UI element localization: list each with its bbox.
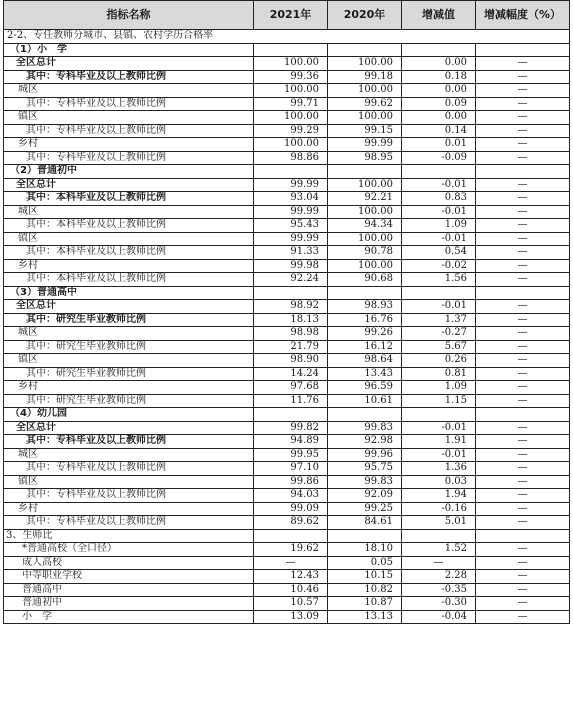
row-label: 镇区 (4, 475, 254, 489)
table-row (4, 421, 570, 435)
value-2020: 18.10 (328, 543, 402, 557)
value-change: 0.09 (402, 97, 476, 111)
value-rate: — (476, 232, 570, 246)
value-change: -0.01 (402, 232, 476, 246)
value-change: 1.36 (402, 462, 476, 476)
value-2020: 16.12 (328, 340, 402, 354)
value-rate: — (476, 219, 570, 233)
value-change: -0.27 (402, 327, 476, 341)
value-2021: 99.95 (254, 448, 328, 462)
value-2021: 13.09 (254, 610, 328, 624)
value-rate: — (476, 381, 570, 395)
value-2020: 84.61 (328, 516, 402, 530)
row-label: 全区总计 (4, 178, 254, 192)
empty-cell (254, 165, 328, 179)
category-title: （1）小 学 (4, 43, 254, 57)
value-rate: — (476, 570, 570, 584)
value-2021: 99.99 (254, 205, 328, 219)
value-rate: — (476, 192, 570, 206)
value-2020: 92.98 (328, 435, 402, 449)
value-rate: — (476, 273, 570, 287)
header-2020: 2020年 (328, 1, 402, 30)
value-2021: 12.43 (254, 570, 328, 584)
table-row (4, 57, 570, 71)
value-2021: 98.90 (254, 354, 328, 368)
table-row (4, 43, 570, 57)
table-row (4, 448, 570, 462)
table-row (4, 232, 570, 246)
value-change: -0.01 (402, 178, 476, 192)
value-2021: 97.10 (254, 462, 328, 476)
value-2020: 99.18 (328, 70, 402, 84)
category-title: （2）普通初中 (4, 165, 254, 179)
value-2021: 100.00 (254, 138, 328, 152)
value-2021: 95.43 (254, 219, 328, 233)
row-label: 其中：本科毕业及以上教师比例 (4, 246, 254, 260)
row-label: 乡村 (4, 381, 254, 395)
header-rate: 增减幅度（%） (476, 1, 570, 30)
row-label: 城区 (4, 327, 254, 341)
value-2021: 10.57 (254, 597, 328, 611)
empty-cell (328, 408, 402, 422)
value-2021: 99.71 (254, 97, 328, 111)
value-change: 0.54 (402, 246, 476, 260)
empty-cell (328, 286, 402, 300)
table-row (4, 489, 570, 503)
table-row (4, 381, 570, 395)
empty-cell (402, 165, 476, 179)
value-rate: — (476, 394, 570, 408)
value-2021: 18.13 (254, 313, 328, 327)
table-row (4, 570, 570, 584)
value-2020: 98.64 (328, 354, 402, 368)
empty-cell (254, 529, 328, 543)
value-2020: 10.61 (328, 394, 402, 408)
value-change: -0.01 (402, 205, 476, 219)
value-2020: 95.75 (328, 462, 402, 476)
value-2020: 100.00 (328, 259, 402, 273)
value-rate: — (476, 543, 570, 557)
table-row (4, 583, 570, 597)
value-2021: 99.09 (254, 502, 328, 516)
value-change: 0.14 (402, 124, 476, 138)
value-2020: 99.83 (328, 475, 402, 489)
value-2021: 98.98 (254, 327, 328, 341)
section-title: 2-2、专任教师分城市、县镇、农村学历合格率 (4, 30, 570, 44)
value-2021: 99.99 (254, 232, 328, 246)
empty-cell (254, 43, 328, 57)
value-rate: — (476, 124, 570, 138)
value-change: 0.00 (402, 57, 476, 71)
empty-cell (476, 408, 570, 422)
row-label: 其中：专科毕业及以上教师比例 (4, 462, 254, 476)
table-row (4, 516, 570, 530)
value-rate: — (476, 178, 570, 192)
value-2021: 99.82 (254, 421, 328, 435)
table-row (4, 84, 570, 98)
value-change: 0.01 (402, 138, 476, 152)
table-row (4, 529, 570, 543)
value-rate: — (476, 367, 570, 381)
value-rate: — (476, 327, 570, 341)
value-2020: 92.21 (328, 192, 402, 206)
table-body (4, 30, 570, 624)
value-2020: 0.05 (328, 556, 402, 570)
value-2020: 98.95 (328, 151, 402, 165)
table-row (4, 435, 570, 449)
row-label: 其中：专科毕业及以上教师比例 (4, 489, 254, 503)
row-label: 普通高中 (4, 583, 254, 597)
value-rate: — (476, 556, 570, 570)
row-label: 其中：专科毕业及以上教师比例 (4, 151, 254, 165)
row-label: 全区总计 (4, 57, 254, 71)
value-2020: 92.09 (328, 489, 402, 503)
value-2020: 99.83 (328, 421, 402, 435)
row-label: 其中：专科毕业及以上教师比例 (4, 70, 254, 84)
value-change: 5.01 (402, 516, 476, 530)
value-2021: 100.00 (254, 57, 328, 71)
value-2021: 99.98 (254, 259, 328, 273)
row-label: 中等职业学校 (4, 570, 254, 584)
value-rate: — (476, 313, 570, 327)
value-2021: 10.46 (254, 583, 328, 597)
header-2021: 2021年 (254, 1, 328, 30)
value-2021: 93.04 (254, 192, 328, 206)
header-row (4, 1, 570, 30)
value-2021: 98.86 (254, 151, 328, 165)
table-row (4, 327, 570, 341)
row-label: 乡村 (4, 259, 254, 273)
value-2020: 13.43 (328, 367, 402, 381)
row-label: 其中：专科毕业及以上教师比例 (4, 124, 254, 138)
value-2021: 11.76 (254, 394, 328, 408)
value-rate: — (476, 151, 570, 165)
row-label: 其中：本科毕业及以上教师比例 (4, 192, 254, 206)
value-2021: 94.03 (254, 489, 328, 503)
row-label: 其中：研究生毕业教师比例 (4, 340, 254, 354)
value-2021: 89.62 (254, 516, 328, 530)
value-change: 2.28 (402, 570, 476, 584)
value-rate: — (476, 489, 570, 503)
empty-cell (328, 529, 402, 543)
row-label: 城区 (4, 205, 254, 219)
value-2021: 91.33 (254, 246, 328, 260)
empty-cell (328, 165, 402, 179)
value-rate: — (476, 84, 570, 98)
table-row (4, 165, 570, 179)
value-rate: — (476, 246, 570, 260)
value-change: -0.02 (402, 259, 476, 273)
value-2021: 98.92 (254, 300, 328, 314)
table-row (4, 597, 570, 611)
empty-cell (328, 43, 402, 57)
value-2021: — (254, 556, 328, 570)
value-2020: 100.00 (328, 111, 402, 125)
value-rate: — (476, 421, 570, 435)
row-label: 乡村 (4, 138, 254, 152)
value-change: -0.01 (402, 448, 476, 462)
value-rate: — (476, 205, 570, 219)
empty-cell (402, 529, 476, 543)
row-label: 其中：研究生毕业教师比例 (4, 394, 254, 408)
value-rate: — (476, 57, 570, 71)
value-2020: 100.00 (328, 178, 402, 192)
value-2020: 10.15 (328, 570, 402, 584)
value-2021: 100.00 (254, 111, 328, 125)
row-label: 其中：专科毕业及以上教师比例 (4, 516, 254, 530)
value-2020: 99.96 (328, 448, 402, 462)
value-2021: 100.00 (254, 84, 328, 98)
empty-cell (402, 286, 476, 300)
value-rate: — (476, 70, 570, 84)
value-change: 0.00 (402, 111, 476, 125)
table-row (4, 610, 570, 624)
row-label: 其中：研究生毕业教师比例 (4, 367, 254, 381)
table-row (4, 273, 570, 287)
empty-cell (476, 286, 570, 300)
category-title: （4）幼儿园 (4, 408, 254, 422)
value-2020: 100.00 (328, 57, 402, 71)
table-row (4, 138, 570, 152)
value-change: 1.37 (402, 313, 476, 327)
value-rate: — (476, 354, 570, 368)
value-2021: 14.24 (254, 367, 328, 381)
empty-cell (254, 408, 328, 422)
table-row (4, 205, 570, 219)
value-change: 5.67 (402, 340, 476, 354)
value-change: 0.00 (402, 84, 476, 98)
category-title: （3）普通高中 (4, 286, 254, 300)
value-2020: 99.62 (328, 97, 402, 111)
statistics-table (3, 0, 570, 624)
value-change: -0.16 (402, 502, 476, 516)
row-label: *普通高校（全口径） (4, 543, 254, 557)
table-row (4, 124, 570, 138)
value-change: 1.94 (402, 489, 476, 503)
value-2021: 94.89 (254, 435, 328, 449)
value-change: -0.30 (402, 597, 476, 611)
value-rate: — (476, 97, 570, 111)
row-label: 乡村 (4, 502, 254, 516)
row-label: 全区总计 (4, 421, 254, 435)
value-change: 0.26 (402, 354, 476, 368)
value-2020: 16.76 (328, 313, 402, 327)
value-2021: 19.62 (254, 543, 328, 557)
value-rate: — (476, 475, 570, 489)
value-rate: — (476, 435, 570, 449)
value-change: 1.52 (402, 543, 476, 557)
header-indicator-name: 指标名称 (4, 1, 254, 30)
row-label: 其中：本科毕业及以上教师比例 (4, 273, 254, 287)
value-rate: — (476, 138, 570, 152)
empty-cell (254, 286, 328, 300)
value-rate: — (476, 597, 570, 611)
value-2021: 99.99 (254, 178, 328, 192)
table-row (4, 475, 570, 489)
value-rate: — (476, 583, 570, 597)
value-2021: 99.29 (254, 124, 328, 138)
value-2020: 94.34 (328, 219, 402, 233)
row-label: 其中：专科毕业及以上教师比例 (4, 97, 254, 111)
value-rate: — (476, 448, 570, 462)
row-label: 普通初中 (4, 597, 254, 611)
empty-cell (476, 529, 570, 543)
value-2020: 100.00 (328, 84, 402, 98)
table-row (4, 313, 570, 327)
table-row (4, 556, 570, 570)
value-change: 1.09 (402, 381, 476, 395)
row-label: 其中：研究生毕业教师比例 (4, 313, 254, 327)
value-2021: 21.79 (254, 340, 328, 354)
value-change: -0.35 (402, 583, 476, 597)
value-rate: — (476, 516, 570, 530)
table-row (4, 246, 570, 260)
value-rate: — (476, 610, 570, 624)
value-2020: 99.26 (328, 327, 402, 341)
empty-cell (402, 43, 476, 57)
value-rate: — (476, 462, 570, 476)
value-2021: 99.36 (254, 70, 328, 84)
value-change: 0.18 (402, 70, 476, 84)
value-rate: — (476, 502, 570, 516)
category-title: 3、生师比 (4, 529, 254, 543)
table-row (4, 219, 570, 233)
table-row (4, 502, 570, 516)
table-row (4, 259, 570, 273)
row-label: 小 学 (4, 610, 254, 624)
table-row (4, 111, 570, 125)
value-change: -0.01 (402, 300, 476, 314)
row-label: 城区 (4, 84, 254, 98)
value-change: 0.03 (402, 475, 476, 489)
table-row (4, 394, 570, 408)
table-row (4, 70, 570, 84)
table-row (4, 151, 570, 165)
row-label: 镇区 (4, 232, 254, 246)
value-change: 0.83 (402, 192, 476, 206)
value-change: -0.01 (402, 421, 476, 435)
empty-cell (476, 165, 570, 179)
value-rate: — (476, 259, 570, 273)
value-change: 1.56 (402, 273, 476, 287)
row-label: 全区总计 (4, 300, 254, 314)
value-change: — (402, 556, 476, 570)
value-change: -0.04 (402, 610, 476, 624)
value-rate: — (476, 300, 570, 314)
row-label: 成人高校 (4, 556, 254, 570)
table-row (4, 286, 570, 300)
value-2020: 98.93 (328, 300, 402, 314)
row-label: 镇区 (4, 354, 254, 368)
table-row (4, 178, 570, 192)
table-row (4, 97, 570, 111)
value-2020: 100.00 (328, 205, 402, 219)
value-change: 1.15 (402, 394, 476, 408)
row-label: 城区 (4, 448, 254, 462)
value-rate: — (476, 340, 570, 354)
empty-cell (476, 43, 570, 57)
value-2021: 99.86 (254, 475, 328, 489)
value-2021: 92.24 (254, 273, 328, 287)
value-2020: 99.25 (328, 502, 402, 516)
value-2021: 97.68 (254, 381, 328, 395)
value-change: 0.81 (402, 367, 476, 381)
value-2020: 100.00 (328, 232, 402, 246)
header-change: 增减值 (402, 1, 476, 30)
table-row (4, 543, 570, 557)
table-row (4, 300, 570, 314)
value-change: -0.09 (402, 151, 476, 165)
row-label: 其中：专科毕业及以上教师比例 (4, 435, 254, 449)
empty-cell (402, 408, 476, 422)
value-2020: 10.87 (328, 597, 402, 611)
value-rate: — (476, 111, 570, 125)
row-label: 其中：本科毕业及以上教师比例 (4, 219, 254, 233)
table-row (4, 354, 570, 368)
table-row (4, 30, 570, 44)
table-row (4, 192, 570, 206)
row-label: 镇区 (4, 111, 254, 125)
table-row (4, 340, 570, 354)
value-2020: 90.68 (328, 273, 402, 287)
value-2020: 13.13 (328, 610, 402, 624)
value-change: 1.09 (402, 219, 476, 233)
value-2020: 96.59 (328, 381, 402, 395)
value-change: 1.91 (402, 435, 476, 449)
value-2020: 99.99 (328, 138, 402, 152)
value-2020: 90.78 (328, 246, 402, 260)
table-row (4, 462, 570, 476)
table-row (4, 408, 570, 422)
table-row (4, 367, 570, 381)
value-2020: 10.82 (328, 583, 402, 597)
value-2020: 99.15 (328, 124, 402, 138)
